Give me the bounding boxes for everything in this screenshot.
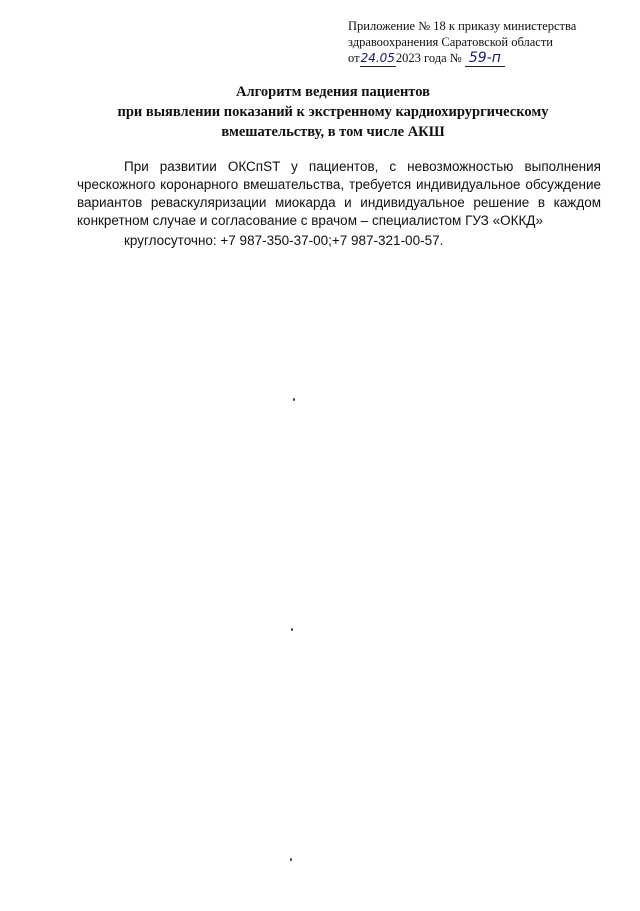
title-line-1: Алгоритм ведения пациентов <box>236 84 430 100</box>
phone-contacts: круглосуточно: +7 987-350-37-00;+7 987-321-00-57. <box>124 233 444 248</box>
title-line-3: вмешательству, в том числе АКШ <box>221 124 445 140</box>
scan-artifact <box>290 858 292 861</box>
appendix-header <box>348 18 628 67</box>
year-and-number-label: 2023 года № <box>395 51 462 65</box>
title-line-2: при выявлении показаний к экстренному кардиохирургическому <box>117 104 549 120</box>
handwritten-order-number: 59-п <box>465 50 505 67</box>
appendix-line-3 <box>348 50 628 67</box>
handwritten-date: 24.05 <box>360 51 395 65</box>
document-body <box>77 158 601 250</box>
scan-artifact <box>291 628 293 631</box>
body-paragraph: При развитии ОКСпST у пациентов, с невозможностью выполнения чрескожного коронарного вмешательства, требуется индивидуальное обсуждение вариантов реваскуляризации миокарда и индивидуальное решение в каждом конкретном случае и согласование с врачом – специалистом ГУЗ «ОККД» <box>77 159 601 228</box>
appendix-line-1: Приложение № 18 к приказу министерства <box>348 19 577 33</box>
scan-artifact <box>293 398 295 401</box>
appendix-line-2: здравоохранения Саратовской области <box>348 35 553 49</box>
document-title <box>60 82 606 142</box>
date-prefix: от <box>348 51 360 65</box>
